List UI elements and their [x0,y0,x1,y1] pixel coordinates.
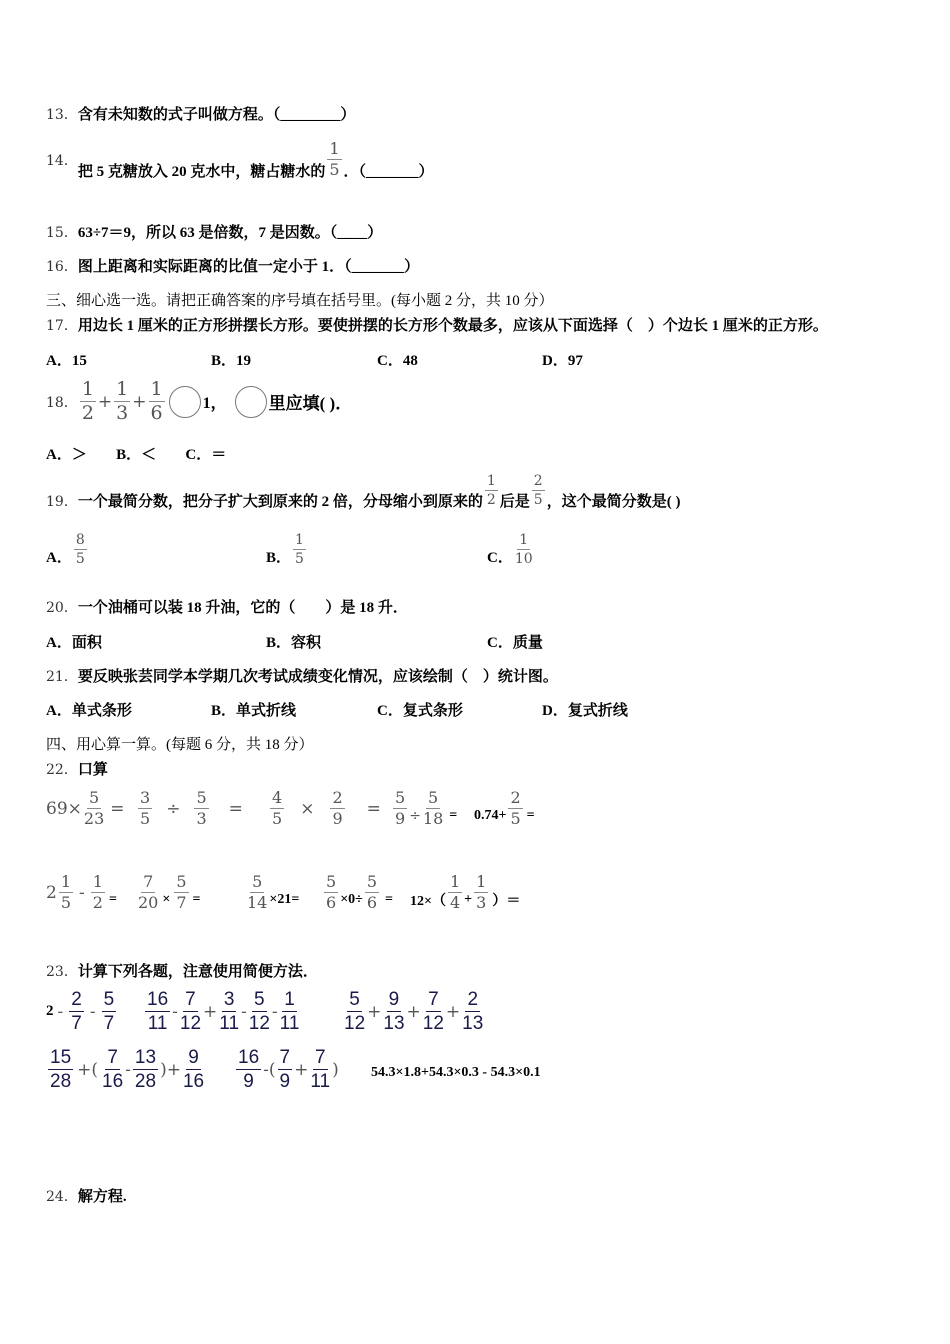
blank-circle [235,386,267,418]
calc-expr-2: $\frac{16}{11}$ - $\frac{7}{12}$ + $\frac{3}{11}$ - $\frac{5}{12}$ - $\frac{1}{11}$ [147,989,300,1034]
question-18: 18． $\frac{1}{2}$ + $\frac{1}{3}$ + $\frac{1}{6}$ 1， 里应填( )． [46,378,353,424]
question-text: 口算 [77,762,108,778]
option-d: D．97 [542,353,583,369]
question-number: 23． [46,964,78,980]
fraction: $\frac{1}{2}$ [486,473,496,508]
fraction: $\frac{7}{16}$ [102,1047,124,1092]
question-text: 图上距离和实际距离的比值一定小于 1．（_______） [77,259,420,275]
question-21 [46,665,558,686]
question-19 [46,472,680,511]
fraction: $\frac{2}{9}$ [332,788,343,828]
section-4-title: 四、用心算一算。(每题 6 分，共 18 分） [46,737,314,753]
question-number: 13． [46,107,78,123]
question-mid: 后是 [499,494,530,510]
mental-calc-5: 0.74+ $\frac{2}{5}$ = [474,788,535,828]
fraction: $\frac{5}{12}$ [344,989,366,1034]
blank-circle [169,386,201,418]
fraction: $\frac{1}{6}$ [150,378,163,424]
fraction: $\frac{7}{20}$ [138,872,159,912]
mental-calc-10: 12×（ $\frac{1}{4}$ + $\frac{1}{3}$ ）＝ [410,872,521,912]
option-b: B．单式折线 [211,703,297,719]
question-15 [46,221,382,242]
fraction: $\frac{3}{11}$ [219,989,240,1034]
fraction: $\frac{7}{12}$ [422,989,444,1034]
fraction: $\frac{16}{9}$ [238,1047,260,1092]
calc-expr-3: $\frac{5}{12}$ + $\frac{9}{13}$ + $\frac{7}{12}$ + $\frac{2}{13}$ [344,989,484,1034]
question-number: 15． [46,225,78,241]
question-number: 19． [46,493,78,510]
fraction: $\frac{9}{16}$ [182,1047,205,1092]
question-text: 计算下列各题，注意使用简便方法． [77,964,318,980]
fraction: $\frac{1}{3}$ [476,872,487,912]
mental-calc-2: $\frac{3}{5}$ ÷ $\frac{5}{3}$ = [140,788,243,828]
option-c: C．复式条形 [377,703,463,719]
option-a: A． $\frac{8}{5}$ [46,532,85,567]
mental-calc-1: 69 × $\frac{5}{23}$ = [46,788,125,828]
option-a: A．＞ [46,447,87,463]
option-c: C．＝ [185,447,227,463]
fraction: $\frac{1}{2}$ [92,872,103,912]
question-16 [46,255,419,276]
question-text: 含有未知数的式子叫做方程。（________） [77,107,356,123]
fraction: $\frac{1}{2}$ [81,378,94,424]
section-3-title: 三、细心选一选。请把正确答案的序号填在括号里。(每小题 2 分，共 10 分） [46,293,554,309]
fraction: $\frac{2}{5}$ [510,788,521,828]
option-a: A．15 [46,353,87,369]
fraction: $\frac{7}{12}$ [179,989,202,1034]
option-c: C．质量 [487,635,543,651]
option-b: B．容积 [266,635,322,651]
question-14 [46,138,434,181]
question-number: 22． [46,762,78,778]
calc-expr-6: 54.3×1.8+54.3×0.3 - 54.3×0.1 [371,1065,541,1080]
question-number: 21． [46,669,78,685]
option-c: C． $\frac{1}{10}$ [487,532,533,567]
fraction: $\frac{1}{11}$ [279,989,300,1034]
question-tail: ．（_______） [343,164,434,180]
fraction: $\frac{4}{5}$ [272,788,283,828]
question-20 [46,596,408,617]
fraction: $\frac{1}{5}$ [329,139,340,179]
question-text: 63÷7＝9，所以 63 是倍数，7 是因数。（____） [77,225,383,241]
fraction: $\frac{5}{9}$ [395,788,406,828]
question-17 [46,314,828,335]
fraction: $\frac{7}{9}$ [279,1047,291,1092]
question-mid: 1， [202,395,227,412]
question-number: 24． [46,1189,78,1205]
fraction: $\frac{2}{7}$ [71,989,82,1034]
mental-calc-9: $\frac{5}{6}$ ×0÷ $\frac{5}{6}$ = [326,872,394,912]
fraction: $\frac{13}{28}$ [134,1047,157,1092]
fraction: $\frac{1}{3}$ [116,378,129,424]
option-d: D．复式折线 [542,703,628,719]
question-text: 用边长 1 厘米的正方形拼摆长方形。要使拼摆的长方形个数最多，应该从下面选择（ ）个边长 1 厘米的正方形。 [77,318,828,334]
calc-expr-5: $\frac{16}{9}$ -( $\frac{7}{9}$ + $\frac{7}{11}$ ) [238,1047,339,1092]
fraction: $\frac{5}{6}$ [366,872,378,912]
option-b: B．＜ [116,447,157,463]
fraction: $\frac{1}{10}$ [514,532,533,567]
fraction: $\frac{16}{11}$ [147,989,169,1034]
option-c: C．48 [377,353,418,369]
fraction: $\frac{15}{28}$ [50,1047,72,1092]
option-a: A．面积 [46,635,102,651]
fraction: $\frac{5}{7}$ [176,872,187,912]
fraction: $\frac{7}{11}$ [310,1047,331,1092]
question-number: 16． [46,259,78,275]
fraction: $\frac{1}{4}$ [449,872,461,912]
question-number: 17． [46,318,78,334]
fraction: $\frac{8}{5}$ [75,532,85,567]
fraction: $\frac{5}{12}$ [248,989,270,1034]
fraction: $\frac{1}{5}$ [60,872,72,912]
question-tail: 里应填( )． [268,394,353,413]
option-b: B．19 [211,353,252,369]
question-text: 解方程. [77,1189,127,1205]
fraction: $\frac{2}{13}$ [462,989,484,1034]
mental-calc-8: $\frac{5}{14}$ ×21= [247,872,300,912]
question-number: 14． [46,152,78,169]
question-text: 要反映张芸同学本学期几次考试成绩变化情况，应该绘制（ ）统计图。 [77,669,558,685]
mental-calc-6: 2 $\frac{1}{5}$ - $\frac{1}{2}$ = [46,872,117,912]
fraction: $\frac{5}{18}$ [422,788,444,828]
question-text: 一个油桶可以装 18 升油，它的（ ）是 18 升． [77,600,408,616]
option-a: A．单式条形 [46,703,132,719]
question-13 [46,103,355,124]
question-number: 18． [46,394,78,411]
fraction: $\frac{5}{14}$ [247,872,268,912]
calc-expr-4: $\frac{15}{28}$ +( $\frac{7}{16}$ - $\frac{13}{28}$ )+ $\frac{9}{16}$ [50,1047,205,1092]
fraction: $\frac{5}{7}$ [103,989,115,1034]
fraction: $\frac{5}{23}$ [83,788,105,828]
question-23 [46,960,318,981]
calc-expr-1: 2 - $\frac{2}{7}$ - $\frac{5}{7}$ [46,989,115,1034]
mental-calc-4: $\frac{5}{9}$ ÷ $\frac{5}{18}$ = [395,788,458,828]
fraction: $\frac{2}{5}$ [533,473,543,508]
question-text: 一个最简分数，把分子扩大到原来的 2 倍，分母缩小到原来的 [77,494,483,510]
question-24 [46,1185,127,1206]
question-tail: ，这个最简分数是( ) [546,494,681,510]
question-22 [46,758,108,779]
fraction: $\frac{5}{6}$ [326,872,337,912]
question-18-options [46,443,226,464]
fraction: $\frac{9}{13}$ [383,989,405,1034]
fraction: $\frac{1}{5}$ [295,532,304,567]
fraction: $\frac{3}{5}$ [140,788,151,828]
question-number: 20． [46,600,78,616]
option-b: B． $\frac{1}{5}$ [266,532,304,567]
fraction: $\frac{5}{3}$ [196,788,207,828]
question-text: 把 5 克糖放入 20 克水中，糖占糖水的 [77,164,326,180]
mental-calc-7: $\frac{7}{20}$ × $\frac{5}{7}$ = [138,872,201,912]
mental-calc-3: $\frac{4}{5}$ × $\frac{2}{9}$ = [272,788,381,828]
